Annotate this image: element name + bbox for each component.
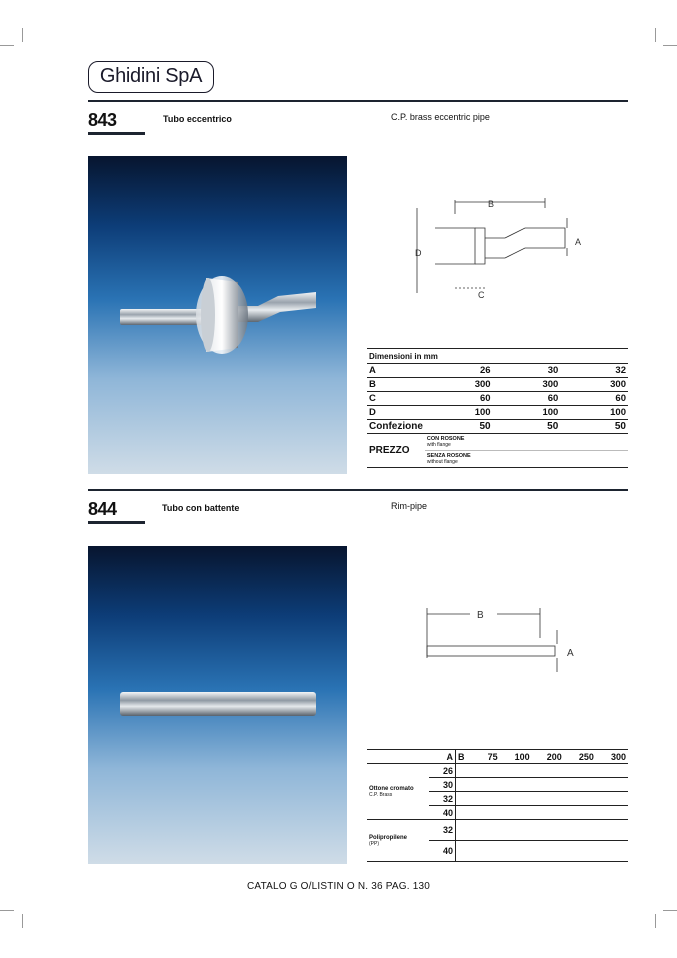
- dim-label-a: A: [567, 648, 574, 659]
- product-name-en: Rim-pipe: [391, 501, 428, 511]
- a-value: 32: [429, 820, 456, 841]
- product-code: 843: [88, 110, 117, 130]
- code-underline: [88, 132, 145, 135]
- rim-pipe-diagram: [415, 600, 595, 690]
- section-rule: [88, 100, 628, 102]
- product-photo: [88, 156, 347, 474]
- product-code: 844: [88, 499, 117, 519]
- crop-mark: [22, 914, 23, 928]
- spec-table-844: [367, 749, 628, 862]
- a-value: 26: [429, 764, 456, 778]
- spec-table-843: [367, 348, 628, 468]
- material-group: Ottone cromato C.P. Brass: [367, 764, 429, 820]
- a-value: 30: [429, 778, 456, 792]
- table-row: D 100 100 100: [369, 407, 626, 418]
- a-value: 40: [429, 841, 456, 862]
- crop-mark: [663, 910, 677, 911]
- rim-pipe-image: [88, 546, 347, 864]
- crop-mark: [0, 45, 14, 46]
- product-name-it: Tubo con battente: [162, 503, 240, 513]
- eccentric-pipe-image: [88, 156, 347, 474]
- table-row: B 300 300 300: [369, 379, 626, 390]
- table-row: Confezione 50 50 50: [369, 421, 626, 432]
- a-value: 40: [429, 806, 456, 820]
- crop-mark: [22, 28, 23, 42]
- dim-label-b: B: [488, 199, 495, 209]
- material-group: Polipropilene (PP): [369, 834, 408, 847]
- price-label: PREZZO: [369, 445, 410, 456]
- dim-label-a: A: [575, 237, 582, 247]
- table-header: Dimensioni in mm: [369, 351, 438, 361]
- table-row: C 60 60 60: [369, 393, 626, 404]
- col-header-b-value: 300: [610, 751, 626, 762]
- price-row: SENZA ROSONE without flange: [426, 453, 471, 465]
- eccentric-pipe-diagram: [395, 188, 595, 308]
- price-row: CON ROSONE with flange: [426, 436, 465, 448]
- col-header-a: A: [429, 750, 456, 764]
- crop-mark: [655, 28, 656, 42]
- crop-mark: [0, 910, 14, 911]
- col-header-b-value: 250: [578, 751, 594, 762]
- dim-label-b: B: [477, 610, 484, 621]
- crop-mark: [655, 914, 656, 928]
- col-header-b-value: 75: [487, 751, 498, 762]
- dim-label-d: D: [415, 248, 422, 258]
- a-value: 32: [429, 792, 456, 806]
- page-footer: CATALO G O/LISTIN O N. 36 PAG. 130: [247, 881, 430, 892]
- brand-logo: Ghidini SpA: [88, 61, 214, 93]
- col-header-b-value: 200: [546, 751, 562, 762]
- product-name-it: Tubo eccentrico: [163, 114, 232, 124]
- crop-mark: [663, 45, 677, 46]
- table-row: A 26 30 32: [369, 365, 626, 376]
- code-underline: [88, 521, 145, 524]
- product-name-en: C.P. brass eccentric pipe: [391, 112, 490, 122]
- dim-label-c: C: [478, 290, 485, 300]
- section-rule: [88, 489, 628, 491]
- col-header-b: B: [458, 751, 465, 762]
- product-photo: [88, 546, 347, 864]
- col-header-b-value: 100: [514, 751, 530, 762]
